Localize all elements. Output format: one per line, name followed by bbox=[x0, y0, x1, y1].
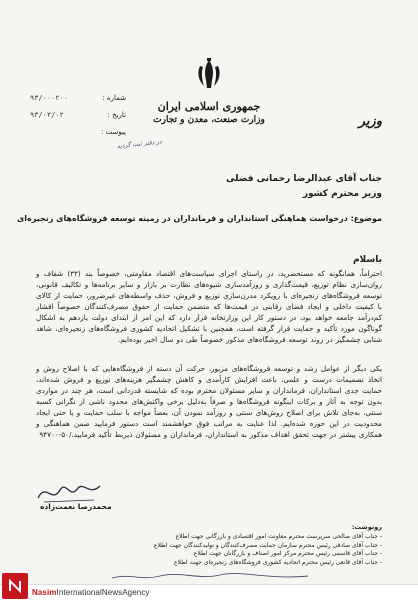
number-value: ۹۳/۰۰۰۲۰۰ bbox=[30, 94, 68, 102]
attachment-label: پیوست : bbox=[101, 128, 126, 136]
date-label: تاریخ : bbox=[107, 111, 126, 119]
republic-title: جمهوری اسلامی ایران bbox=[157, 100, 261, 113]
cc-list bbox=[42, 533, 382, 567]
handwritten-note: در دفتر ثبت گردید bbox=[116, 138, 163, 150]
greeting: باسلام bbox=[352, 255, 382, 265]
agency-watermark bbox=[32, 588, 150, 597]
recipient-name: جناب آقای عبدالرضا رحمانی فضلی bbox=[226, 174, 382, 184]
nasim-logo-icon bbox=[2, 573, 28, 599]
agency-brand: Nasim bbox=[32, 588, 57, 597]
recipient bbox=[226, 172, 382, 202]
letter-meta bbox=[30, 90, 126, 141]
handwriting-scribble bbox=[110, 572, 310, 582]
iran-emblem-icon bbox=[195, 58, 223, 92]
signer-name: محمدرضا نعمت‌زاده bbox=[40, 502, 112, 511]
cc-item: - جناب آقای صادقی رئیس محترم سازمان حمایت مصرف‌کنندگان و تولیدکنندگان جهت اطلاع bbox=[42, 542, 382, 551]
number-row bbox=[30, 90, 126, 107]
attachment-row bbox=[30, 124, 126, 141]
subject-line: موضوع: درخواست هماهنگی استانداران و فرمانداران در زمینه توسعه فروشگاه‌های زنجیره‌ای bbox=[16, 214, 382, 223]
cc-item: - جناب آقای صالحی سرپرست محترم معاونت امور اقتصادی و بازرگانی جهت اطلاع bbox=[42, 533, 382, 542]
cc-item: - جناب آقای قاسمی رئیس محترم مرکز امور اصناف و بازرگانان جهت اطلاع bbox=[42, 550, 382, 559]
paragraph-1: احتراماً، همانگونه که مستحضرید، در راستای اجرای سیاست‌های اقتصاد مقاومتی، خصوصاً بند (۳۳) شفاف و روان‌سازی نظام توزیع، قیمت‌گذاری و روزآمدسازی شیوه‌های نظارت بر بازار و سایر برنامه‌ها و تکالیف قانونی، توسعه فروشگاه‌های زنجیره‌ای با رویکرد مدرن‌سازی توزیع و فروش، حذف واسطه‌های غیرضرور، حمایت از کالای با کیفیت داخلی و ایجاد فضای رقابتی در قیمت‌ها که متضمن حمایت از حقوق مصرف‌کنندگان خصوصاً اقشار کم‌درآمد جامعه خواهد بود، در دستور کار این وزارتخانه قرار دارد که این امر از ابتدای دولت یازدهم به اشکال گوناگون مورد تأکید و حمایت قرار گرفته است، همچنین با تشکیل اتحادیه کشوری فروشگاه‌های زنجیره‌ای، شاهد شتابی چشمگیر در روند توسعه فروشگاه‌های مذکور خصوصاً طی دو سال اخیر بوده‌ایم. bbox=[36, 269, 382, 344]
ministry-title: وزارت صنعت، معدن و تجارت bbox=[153, 115, 265, 125]
cc-item: - جناب آقای قانعی رئیس محترم اتحادیه کشوری فروشگاه‌های زنجیره‌ای جهت اطلاع bbox=[42, 559, 382, 568]
number-label: شماره : bbox=[102, 94, 126, 102]
paragraph-2: یکی دیگر از عوامل رشد و توسعه فروشگاه‌های مزبور، حرکت آن دسته از فروشگاه‌هایی که با اصلاح روش و اتخاذ تصمیمات درست و علمی، باعث افزایش کارآمدی و کاهش چشمگیر هزینه‌های توزیع و فروش شده‌اند، حمایت جدی استانداران، فرمانداران و سایر مسئولان محترم بوده که شایسته قدردانی است، هر چند در مواردی بدون توجه به آثار و برکات اینگونه فروشگاه‌ها و صرفاً به‌دلیل برخی واکنش‌های محدود ناشی از نگرانی کسبه سنتی، به‌جای تلاش برای اصلاح روش‌های سنتی و روزآمد نمودن آن، بعضاً مواجه با سلب حمایت و یا حتی ایجاد محدودیت در این حوزه شده‌ایم. لذا عنایت به مراتب فوق خواهشمند است دستور فرمایید ضمن هماهنگی و همکاری بیشتر در جهت تحقق اهداف مذکور به استانداران، فرمانداران و مسئولان ذیربط تأکید فرمایید./۵۰-۹۴۷۰۰ bbox=[36, 364, 382, 439]
date-row bbox=[30, 107, 126, 124]
minister-title: وزیر bbox=[358, 114, 382, 129]
date-value: ۹۳/۰۲/۰۲ bbox=[30, 111, 64, 119]
cc-title: رونوشت: bbox=[351, 523, 382, 531]
recipient-title: وزیر محترم کشور bbox=[302, 189, 382, 199]
agency-rest: InternationalNewsAgency bbox=[56, 588, 150, 597]
